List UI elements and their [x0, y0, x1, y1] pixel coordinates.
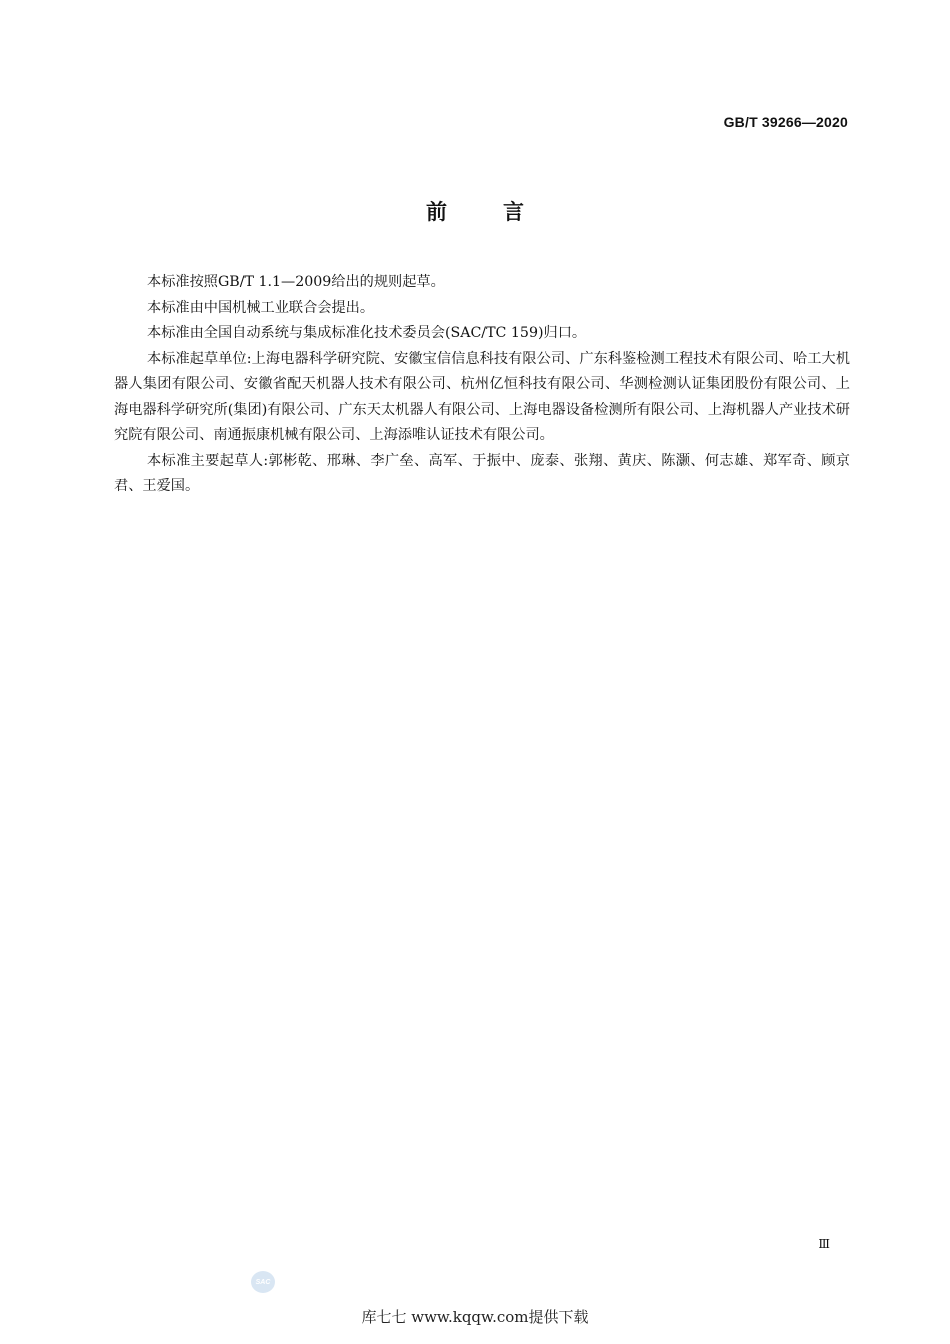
sac-watermark-logo	[251, 1271, 275, 1293]
paragraph-drafters: 本标准主要起草人:郭彬乾、邢琳、李广垒、高军、于振中、庞泰、张翔、黄庆、陈灏、何志雄、郑军奇、顾京君、王爱国。	[114, 452, 850, 494]
standard-number: GB/T 39266—2020	[723, 114, 848, 130]
paragraph-committee: 本标准由全国自动系统与集成标准化技术委员会(SAC/TC 159)归口。	[147, 325, 587, 341]
sac-logo-text: SAC	[255, 1278, 271, 1286]
body-text	[114, 270, 850, 500]
paragraph-drafting-units: 本标准起草单位:上海电器科学研究院、安徽宝信信息科技有限公司、广东科鉴检测工程技术有限公司、哈工大机器人集团有限公司、安徽省配天机器人技术有限公司、杭州亿恒科技有限公司、华测检测认证集团股份有限公司、上海电器科学研究所(集团)有限公司、广东天太机器人有限公司、上海电器设备检测所有限公司、上海机器人产业技术研究院有限公司、南通振康机械有限公司、上海添唯认证技术有限公司。	[114, 350, 850, 443]
paragraph-drafting-rules: 本标准按照GB/T 1.1—2009给出的规则起草。	[147, 274, 445, 290]
paragraph-proposer: 本标准由中国机械工业联合会提出。	[147, 299, 375, 316]
page-number: Ⅲ	[818, 1237, 830, 1251]
page-title: 前言	[426, 200, 580, 224]
footer-credit: 库七七 www.kqqw.com提供下载	[361, 1308, 589, 1326]
